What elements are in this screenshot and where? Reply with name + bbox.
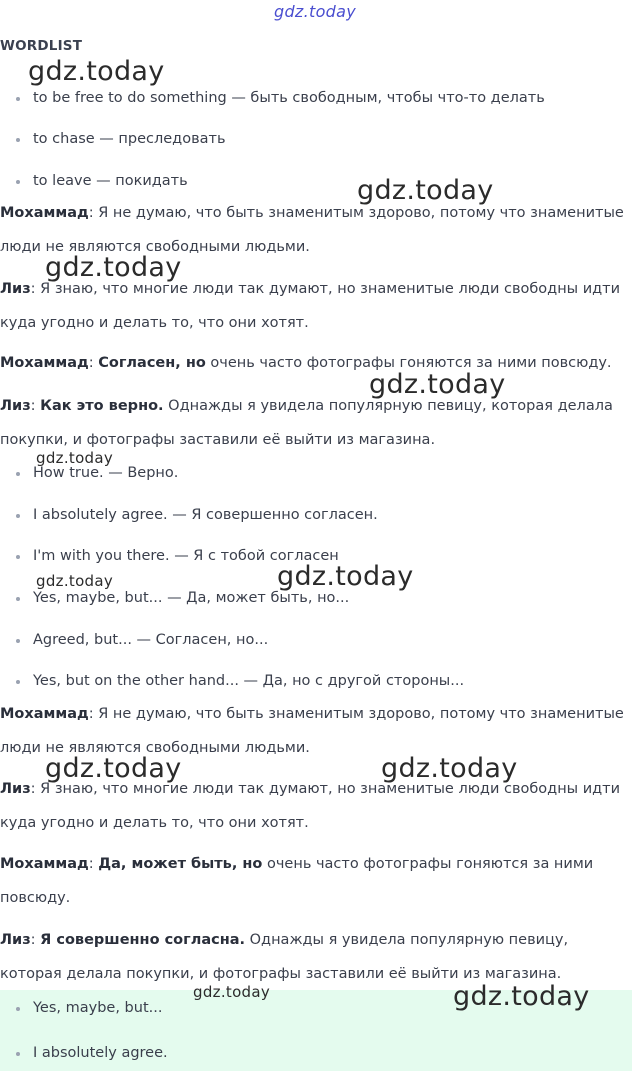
dialogue-line: Лиз: Я знаю, что многие люди так думают, но знаменитые люди свободны идти куда угодно и делать то, что они хотят. bbox=[0, 781, 621, 831]
watermark: gdz.today bbox=[36, 449, 114, 467]
watermark: gdz.today bbox=[45, 753, 182, 784]
watermark: gdz.today bbox=[36, 572, 114, 590]
dialogue-line: Мохаммад: Я не думаю, что быть знаменитым здорово, потому что знаменитые люди не являются свободными людьми. bbox=[0, 205, 624, 255]
watermark: gdz.today bbox=[28, 56, 165, 87]
watermark: gdz.today bbox=[381, 753, 518, 784]
dialogue-line: Мохаммад: Да, может быть, но очень часто фотографы гоняются за ними повсюду. bbox=[0, 856, 594, 906]
watermark-top: gdz.today bbox=[274, 2, 356, 21]
watermark: gdz.today bbox=[193, 983, 271, 1001]
watermark: gdz.today bbox=[277, 561, 414, 592]
wordlist-heading: WORDLIST bbox=[0, 38, 83, 54]
watermark: gdz.today bbox=[369, 369, 506, 400]
dialogue-line: Лиз: Как это верно. Однажды я увидела популярную певицу, которая делала покупки, и фотографы заставили её выйти из магазина. bbox=[0, 398, 613, 448]
dialogue-line: Мохаммад: Согласен, но очень часто фотографы гоняются за ними повсюду. bbox=[0, 355, 612, 371]
watermark: gdz.today bbox=[45, 252, 182, 283]
dialogue-line: Лиз: Я совершенно согласна. Однажды я увидела популярную певицу, которая делала покупки, и фотографы заставили её выйти из магазина. bbox=[0, 932, 569, 982]
page: gdz.today WORDLIST to be free to do something — быть свободным, чтобы что-то делать to chase — преследовать to leave — покидать Мохаммад: Я не думаю, что быть знаменитым здорово, потому что знаменитые люди не являются свободными людьми. Лиз: Я знаю, что многие люди так думают, но знаменитые люди свободны идти куда угодно и делать то, что они хотят. Мохаммад: Согласен, но очень часто фотографы гоняются за ними повсюду. Лиз: Как это верно. Однажды я увидела популярную певицу, которая делала покупки, и фотографы заставили её выйти из магазина. How true. — Верно. I absolutely agree. — Я совершенно согласен. I'm with you there. — Я с тобой согласен Yes, maybe, but... — Да, может быть, но... Agreed, but... — Согласен, но... Yes, but on the other hand... — Да, но с другой стороны... Мохаммад: Я не думаю, что быть знаменитым здорово, потому что знаменитые люди не являются свободными людьми. Лиз: Я знаю, что многие люди так думают, но знаменитые люди свободны идти куда угодно и делать то, что они хотят. Мохаммад: Да, может быть, но очень часто фотографы гоняются за ними повсюду. Лиз: Я совершенно согласна. Однажды я увидела популярную певицу, которая делала покупки, и фотографы заставили её выйти из магазина. Yes, maybe, but... I absolutely agree. gdz.today gdz.today gdz.today gdz.today gdz.today gdz.today gdz.today gdz.today gdz.today gdz.today gdz.today bbox=[0, 0, 632, 1071]
dialogue-line: Мохаммад: Я не думаю, что быть знаменитым здорово, потому что знаменитые люди не являются свободными людьми. bbox=[0, 706, 624, 756]
dialogue-line: Лиз: Я знаю, что многие люди так думают, но знаменитые люди свободны идти куда угодно и делать то, что они хотят. bbox=[0, 281, 621, 331]
watermark: gdz.today bbox=[357, 175, 494, 206]
watermark: gdz.today bbox=[453, 981, 590, 1012]
